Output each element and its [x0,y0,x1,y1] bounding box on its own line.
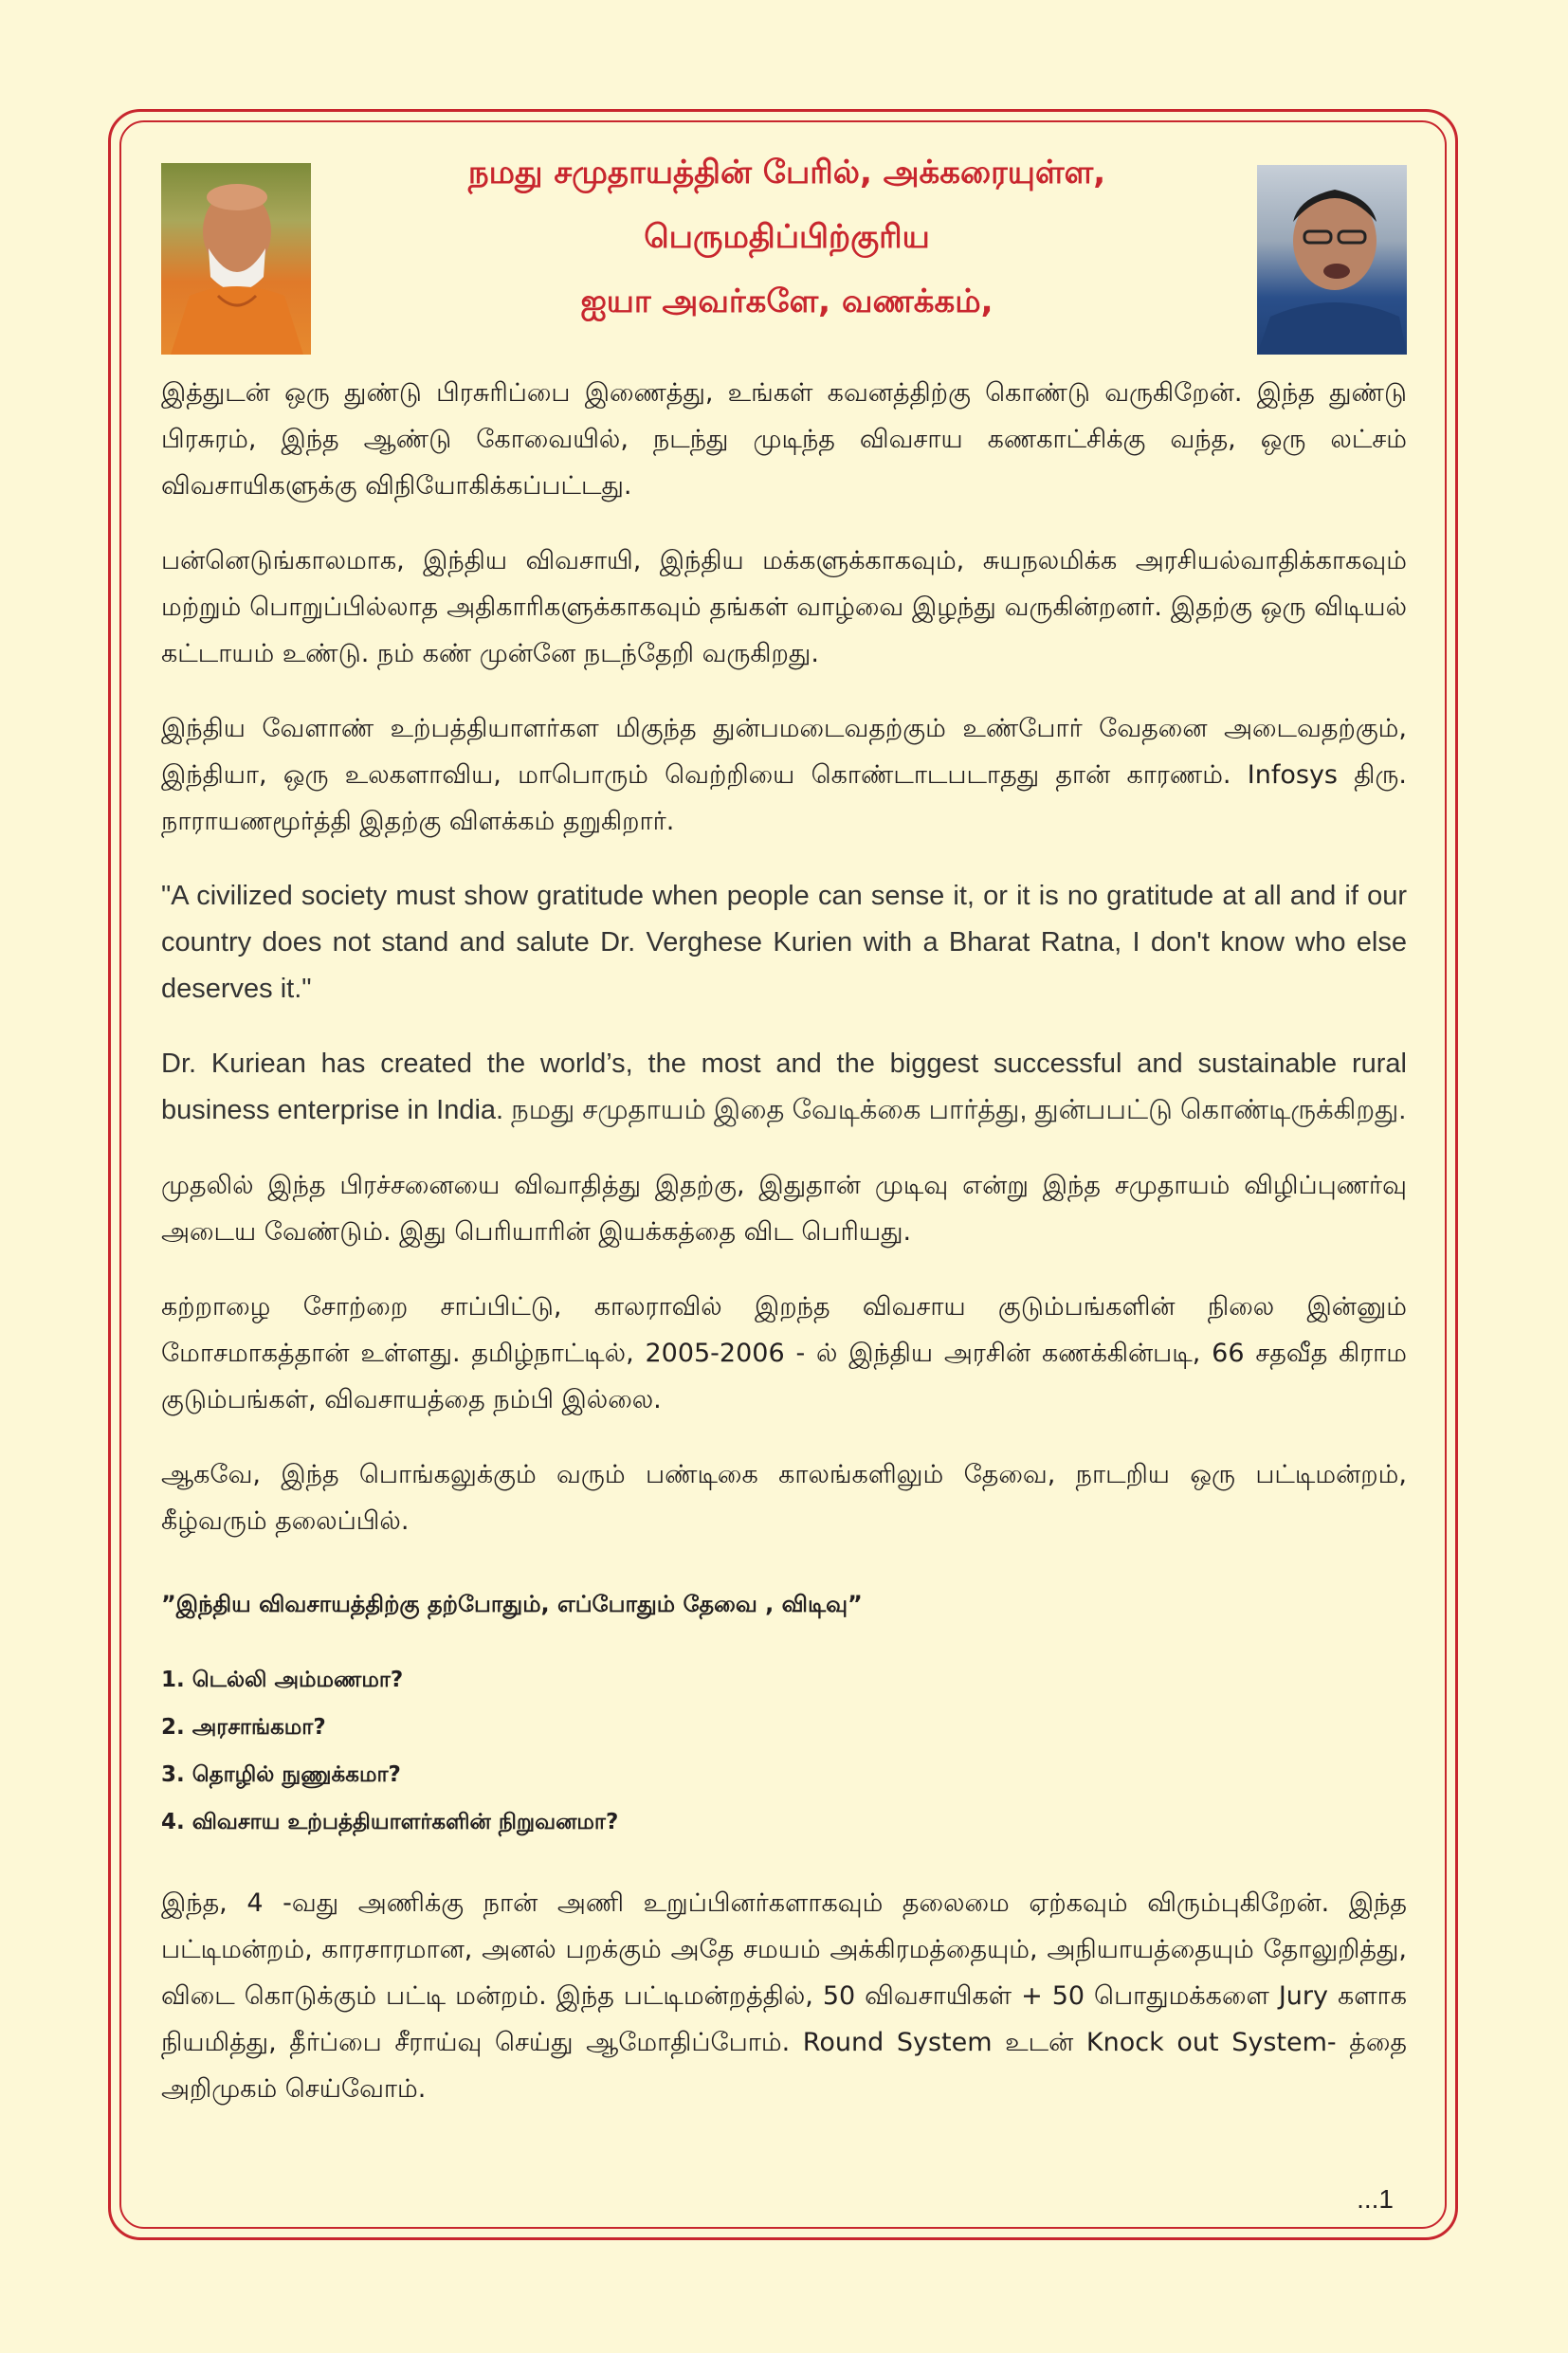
kurien-portrait-photo [1257,165,1407,355]
paragraph-intro: இத்துடன் ஒரு துண்டு பிரசுரிப்பை இணைத்து, உங்கள் கவனத்திற்கு கொண்டு வருகிறேன். இந்த துண்டு பிரசுரம், இந்த ஆண்டு கோவையில், நடந்து முடிந்த விவசாய கணகாட்சிக்கு வந்த, ஒரு லட்சம் விவசாயிகளுக்கு விநியோகிக்கப்பட்டது. [161,378,1407,501]
swami-portrait-photo [161,163,311,355]
paragraph-awareness: முதலில் இந்த பிரச்சனையை விவாதித்து இதற்கு, இதுதான் முடிவு என்று இந்த சமுதாயம் விழிப்புணர்வு அடைய வேண்டும். இது பெரியாரின் இயக்கத்தை விட பெரியது. [161,1171,1407,1247]
greeting-heading-line3: ஐயா அவர்களே, வணக்கம், [580,283,994,320]
quote-narayanamurthy: "A civilized society must show gratitude when people can sense it, or it is no gratitude at all and if our country does not stand and salute Dr. Verghese Kurien with a Bharat Ratna, I don't know who else deserves it." [161,881,1407,1004]
debate-topic-title: ”இந்திய விவசாயத்திற்கு தற்போதும், எப்போதும் தேவை , விடிவு” [161,1591,863,1617]
paragraph-closing: இந்த, 4 -வது அணிக்கு நான் அணி உறுப்பினர்களாகவும் தலைமை ஏற்கவும் விரும்புகிறேன். இந்த பட்டிமன்றம், காரசாரமான, அனல் பறக்கும் அதே சமயம் அக்கிரமத்தையும், அநியாயத்தையும் தோலுறித்து, விடை கொடுக்கும் பட்டி மன்றம். இந்த பட்டிமன்றத்தில், 50 விவசாயிகள் + 50 பொதுமக்களை Jury களாக நியமித்து, தீர்ப்பை சீராய்வு செய்து ஆமோதிப்போம். Round System உடன் Knock out System- த்தை அறிமுகம் செய்வோம். [161,1888,1407,2104]
debate-option: 1. டெல்லி அம்மணமா? [161,1668,404,1692]
debate-option: 3. தொழில் நுணுக்கமா? [161,1762,401,1787]
paragraph-statistics: கற்றாழை சோற்றை சாப்பிட்டு, காலராவில் இறந்த விவசாய குடும்பங்களின் நிலை இன்னும் மோசமாகத்தான் உள்ளது. தமிழ்நாட்டில், 2005-2006 - ல் இந்திய அரசின் கணக்கின்படி, 66 சதவீத கிராம குடும்பங்கள், விவசாயத்தை நம்பி இல்லை. [161,1292,1407,1414]
letter-body [161,370,1407,2141]
debate-option: 4. விவசாய உற்பத்தியாளர்களின் நிறுவனமா? [161,1810,619,1834]
paragraph-kurien: Dr. Kuriean has created the world’s, the most and the biggest successful and sustainable rural business enterprise in India. நமது சமுதாயம் இதை வேடிக்கை பார்த்து, துன்பபட்டு கொண்டிருக்கிறது. [161,1049,1407,1125]
paragraph-debate-intro: ஆகவே, இந்த பொங்கலுக்கும் வரும் பண்டிகை காலங்களிலும் தேவை, நாடறிய ஒரு பட்டிமன்றம், கீழ்வரும் தலைப்பில். [161,1460,1407,1536]
debate-options-list [161,1656,1407,1846]
greeting-heading-line2: பெருமதிப்பிற்குரிய [644,218,930,256]
paragraph-reason: இந்திய வேளாண் உற்பத்தியாளர்கள மிகுந்த துன்பமடைவதற்கும் உண்போர் வேதனை அடைவதற்கும், இந்தியா, ஒரு உலகளாவிய, மாபொரும் வெற்றியை கொண்டாடபடாதது தான் காரணம். Infosys திரு. நாராயணமூர்த்தி இதற்கு விளக்கம் தறுகிறார். [161,714,1407,836]
debate-option: 2. அரசாங்கமா? [161,1715,326,1740]
paragraph-farmer-plight: பன்னெடுங்காலமாக, இந்திய விவசாயி, இந்திய மக்களுக்காகவும், சுயநலமிக்க அரசியல்வாதிக்காகவும் மற்றும் பொறுப்பில்லாத அதிகாரிகளுக்காகவும் தங்கள் வாழ்வை இழந்து வருகின்றனர். இதற்கு ஒரு விடியல் கட்டாயம் உண்டு. நம் கண் முன்னே நடந்தேறி வருகிறது. [161,546,1407,668]
greeting-heading-line1: நமது சமுதாயத்தின் பேரில், அக்கரையுள்ள, [467,154,1106,192]
page-number: ...1 [1357,2184,1394,2214]
